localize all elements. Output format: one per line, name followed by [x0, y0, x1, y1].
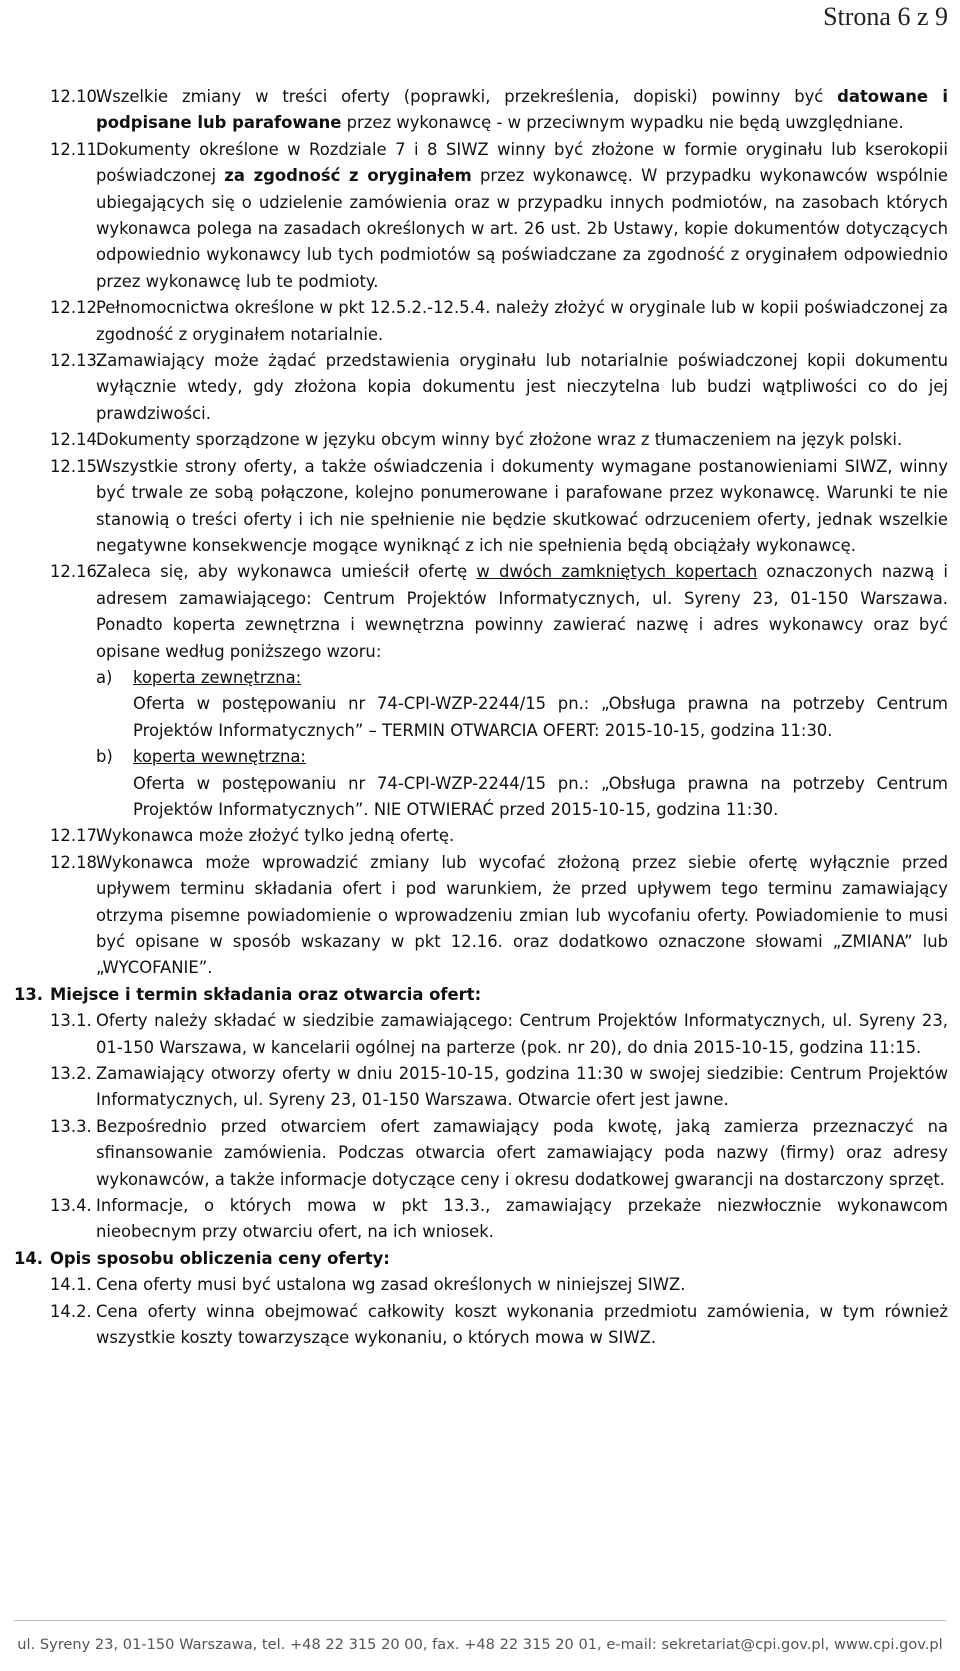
item-12-14 — [0, 427, 960, 453]
item-number: 12.18. — [50, 852, 103, 872]
item-text: Oferty należy składać w siedzibie zamawiającego: Centrum Projektów Informatycznych, ul. Syreny 23, 01-150 Warszawa, w kancelarii ogólnej na parterze (pok. nr 20), do dnia 2015-10-15, godzina 11:15. — [96, 1011, 948, 1057]
item-number: 12.11. — [50, 139, 103, 159]
item-14-2 — [0, 1299, 960, 1352]
item-text: Wszelkie zmiany w treści oferty (poprawki, przekreślenia, dopiski) powinny być — [96, 87, 838, 106]
item-text: Zamawiający może żądać przedstawienia oryginału lub notarialnie poświadczonej kopii dokumentu wyłącznie wtedy, gdy złożona kopia dokumentu jest nieczytelna lub budzi wątpliwości co do jej prawdziwości. — [96, 351, 948, 423]
item-number: 12.13. — [50, 351, 103, 371]
section-number: 13. — [14, 984, 44, 1004]
item-text: Cena oferty musi być ustalona wg zasad określonych w niniejszej SIWZ. — [96, 1275, 686, 1295]
item-12-16 — [0, 559, 960, 665]
item-number: 13.1. — [50, 1011, 92, 1031]
envelope-outer — [0, 665, 960, 744]
item-number: 12.10. — [50, 87, 103, 106]
item-text: Zamawiający otworzy oferty w dniu 2015-10-15, godzina 11:30 w swojej siedzibie: Centrum Projektów Informatycznych, ul. Syreny 23, 01-150 Warszawa. Otwarcie ofert jest jawne. — [96, 1064, 948, 1110]
item-12-15 — [0, 454, 960, 560]
envelope-marker: b) — [96, 747, 113, 767]
item-text: Zaleca się, aby wykonawca umieścił ofertę — [96, 562, 477, 582]
page-footer: ul. Syreny 23, 01-150 Warszawa, tel. +48 22 315 20 00, fax. +48 22 315 20 01, e-mail: sekretariat@cpi.gov.pl, www.cpi.gov.pl — [17, 1636, 943, 1653]
section-number: 14. — [14, 1248, 44, 1268]
item-12-17 — [0, 823, 960, 849]
item-number: 13.4. — [50, 1196, 92, 1216]
item-text: Dokumenty sporządzone w języku obcym winny być złożone wraz z tłumaczeniem na język polski. — [96, 430, 903, 450]
item-text: Wykonawca może złożyć tylko jedną ofertę. — [96, 826, 455, 846]
item-14-1 — [0, 1272, 960, 1298]
item-number: 14.1. — [50, 1275, 92, 1295]
item-text: Dokumenty określone w Rozdziale 7 i 8 SIWZ winny być złożone w formie oryginału lub kserokopii poświadczonej — [96, 139, 948, 186]
item-number: 12.12. — [50, 298, 103, 318]
item-text: przez wykonawcę - w przeciwnym wypadku nie będą uwzględniane. — [341, 113, 904, 133]
item-12-13 — [0, 348, 960, 427]
item-text: Cena oferty winna obejmować całkowity koszt wykonania przedmiotu zamówienia, w tym również wszystkie koszty towarzyszące wykonaniu, o których mowa w SIWZ. — [96, 1301, 948, 1348]
item-text-bold: za zgodność z oryginałem — [224, 166, 472, 186]
item-text: Informacje, o których mowa w pkt 13.3., zamawiający przekaże niezwłocznie wykonawcom nieobecnym przy otwarciu ofert, na ich wniosek. — [96, 1196, 948, 1242]
section-13-heading — [0, 982, 960, 1008]
footer-divider — [14, 1620, 946, 1621]
item-text-underlined: w dwóch zamkniętych kopertach — [476, 562, 758, 582]
item-12-11 — [0, 137, 960, 295]
envelope-label: koperta zewnętrzna: — [133, 667, 302, 687]
item-text: Wykonawca może wprowadzić zmiany lub wycofać złożoną przez siebie ofertę wyłącznie przed upływem terminu składania ofert i pod warunkiem, że przed upływem tego terminu zamawiający otrzyma pisemne powiadomienie o wprowadzeniu zmian lub wycofaniu oferty. Powiadomienie to musi być opisane w sposób wskazany w pkt 12.16. oraz dodatkowo oznaczone słowami „ZMIANA” lub „WYCOFANIE”. — [96, 852, 948, 978]
envelope-text: Oferta w postępowaniu nr 74-CPI-WZP-2244/15 pn.: „Obsługa prawna na potrzeby Centrum Projektów Informatycznych”. NIE OTWIERAĆ przed 2015-10-15, godzina 11:30. — [133, 773, 948, 819]
item-number: 12.16. — [50, 562, 103, 582]
item-number: 12.15. — [50, 456, 103, 476]
item-number: 12.17. — [50, 826, 103, 846]
envelope-label: koperta wewnętrzna: — [133, 747, 306, 767]
item-12-18 — [0, 850, 960, 982]
item-13-2 — [0, 1061, 960, 1114]
item-13-3 — [0, 1114, 960, 1193]
item-13-4 — [0, 1193, 960, 1246]
item-number: 14.2. — [50, 1301, 92, 1321]
item-text: Bezpośrednio przed otwarciem ofert zamawiający poda kwotę, jaką zamierza przeznaczyć na sfinansowanie zamówienia. Podczas otwarcia ofert zamawiający poda nazwy (firmy) oraz adresy wykonawców, a także informacje dotyczące ceny i okresu dodatkowej gwarancji na dostarczony sprzęt. — [96, 1116, 948, 1189]
envelope-inner — [0, 744, 960, 823]
section-title: Opis sposobu obliczenia ceny oferty: — [50, 1248, 390, 1268]
item-number: 12.14. — [50, 430, 103, 450]
item-text: Wszystkie strony oferty, a także oświadczenia i dokumenty wymagane postanowieniami SIWZ, winny być trwale ze sobą połączone, kolejno ponumerowane i parafowane przez wykonawcę. Warunki te nie stanowią o treści oferty i ich nie spełnienie nie będzie skutkować odrzuceniem oferty, jednak wszelkie negatywne konsekwencje mogące wyniknąć z ich nie spełnienia będą obciążały wykonawcę. — [96, 456, 948, 555]
envelope-marker: a) — [96, 667, 113, 687]
item-number: 13.3. — [50, 1116, 92, 1136]
envelope-text: Oferta w postępowaniu nr 74-CPI-WZP-2244/15 pn.: „Obsługa prawna na potrzeby Centrum Projektów Informatycznych” – TERMIN OTWARCIA OFERT: 2015-10-15, godzina 11:30. — [133, 694, 948, 740]
page-number: Strona 6 z 9 — [823, 2, 948, 31]
section-14-heading — [0, 1246, 960, 1272]
item-12-10 — [0, 84, 960, 137]
item-text-bold: datowane i podpisane lub parafowane — [96, 87, 949, 133]
item-text: oznaczonych nazwą i adresem zamawiającego: Centrum Projektów Informatycznych, ul. Syreny 23, 01-150 Warszawa. Ponadto koperta zewnętrzna i wewnętrzna powinny zawierać nazwę i adres wykonawcy oraz być opisane według poniższego wzoru: — [96, 562, 948, 661]
item-text: przez wykonawcę. W przypadku wykonawców wspólnie ubiegających się o udzielenie zamówienia oraz w przypadku innych podmiotów, na zasobach których wykonawca polega na zasadach określonych w art. 26 ust. 2b Ustawy, kopie dokumentów dotyczących odpowiednio wykonawcy lub tych podmiotów są poświadczane za zgodność z oryginałem odpowiednio przez wykonawcę lub te podmioty. — [96, 166, 948, 291]
item-text: Pełnomocnictwa określone w pkt 12.5.2.-12.5.4. należy złożyć w oryginale lub w kopii poświadczonej za zgodność z oryginałem notarialnie. — [96, 298, 948, 344]
section-title: Miejsce i termin składania oraz otwarcia ofert: — [50, 984, 482, 1004]
item-number: 13.2. — [50, 1064, 92, 1084]
item-12-12 — [0, 295, 960, 348]
document-body — [0, 84, 960, 1352]
item-13-1 — [0, 1008, 960, 1061]
